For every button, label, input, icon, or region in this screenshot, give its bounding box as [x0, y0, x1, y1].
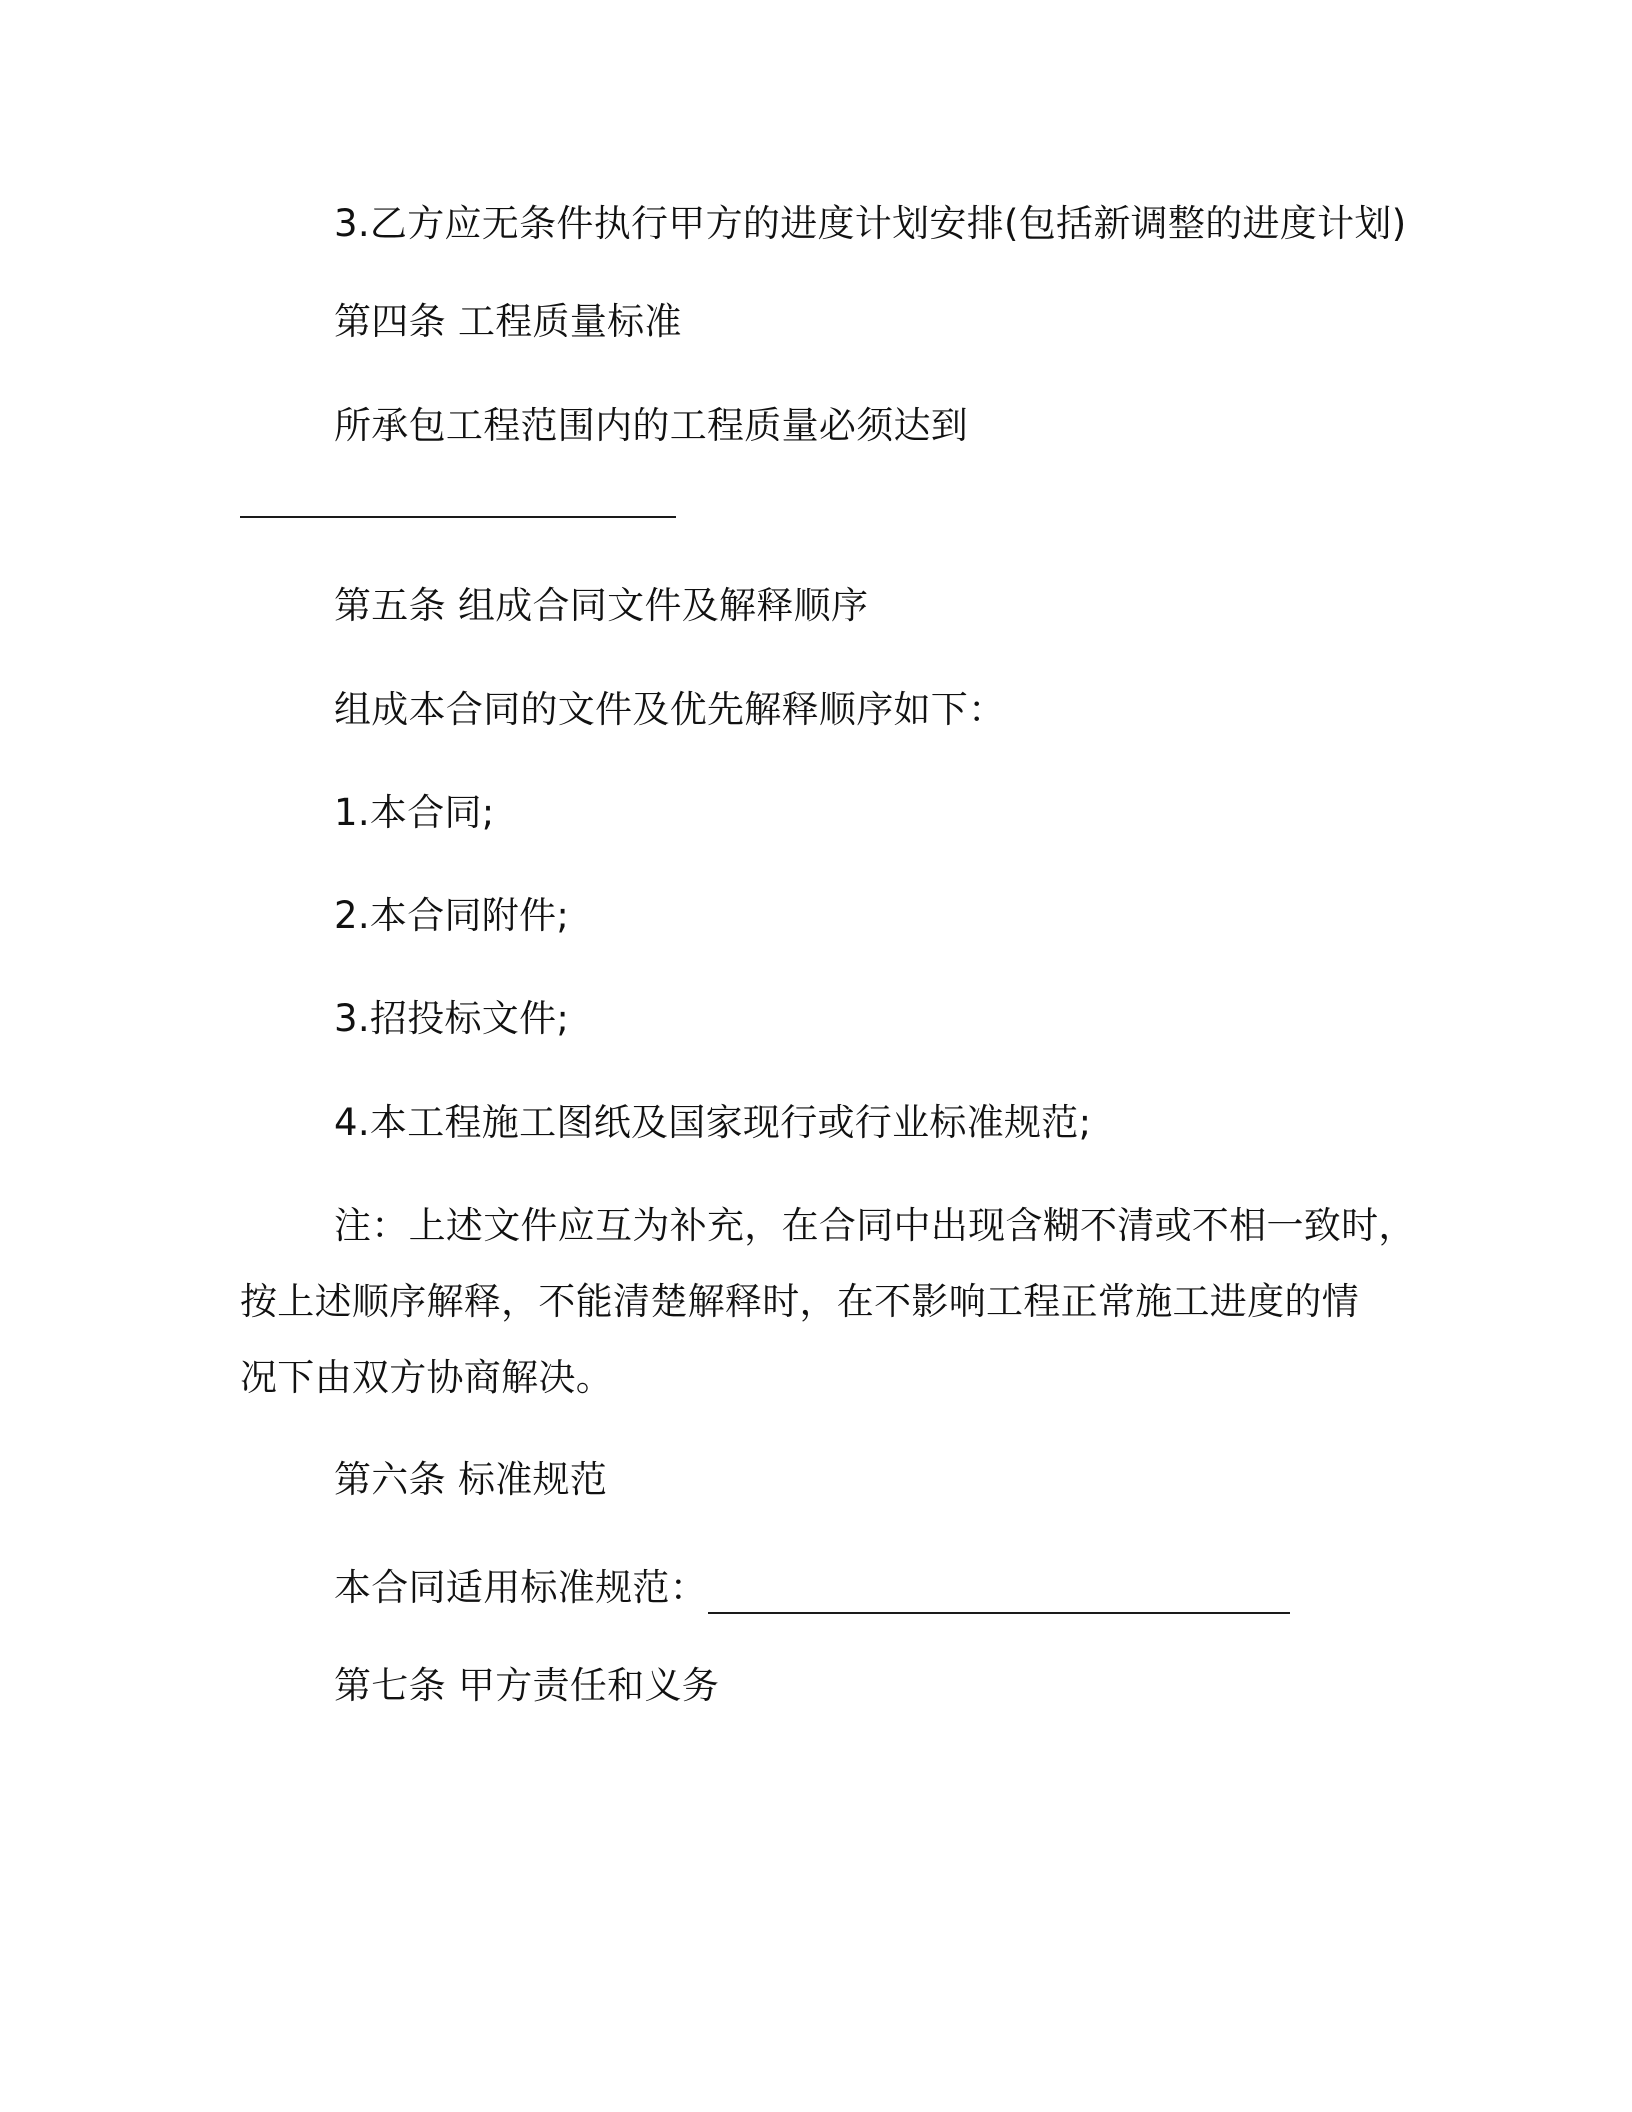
document-list-item-3: 3.招投标文件;: [334, 997, 570, 1040]
document-list-item-2: 2.本合同附件;: [334, 894, 570, 937]
document-list-item-1: 1.本合同;: [334, 791, 495, 834]
interpretation-order-intro: 组成本合同的文件及优先解释顺序如下：: [334, 688, 1006, 731]
document-list-item-4: 4.本工程施工图纸及国家现行或行业标准规范;: [334, 1101, 1092, 1144]
note-line-3: 况下由双方协商解决。: [240, 1356, 613, 1399]
progress-item-3: 3.乙方应无条件执行甲方的进度计划安排(包括新调整的进度计划): [334, 202, 1407, 245]
quality-standard-text: 所承包工程范围内的工程质量必须达到: [334, 404, 969, 447]
applicable-standard-label: 本合同适用标准规范：: [334, 1566, 707, 1609]
note-line-1: 注：上述文件应互为补充，在合同中出现含糊不清或不相一致时，: [334, 1204, 1416, 1247]
article-6-heading: 第六条 标准规范: [334, 1458, 608, 1501]
quality-blank-line: [240, 516, 676, 518]
article-4-heading: 第四条 工程质量标准: [334, 300, 682, 343]
article-5-heading: 第五条 组成合同文件及解释顺序: [334, 584, 869, 627]
note-line-2: 按上述顺序解释，不能清楚解释时，在不影响工程正常施工进度的情: [240, 1280, 1359, 1323]
article-7-heading: 第七条 甲方责任和义务: [334, 1664, 720, 1707]
standard-fill-line: [708, 1612, 1290, 1614]
